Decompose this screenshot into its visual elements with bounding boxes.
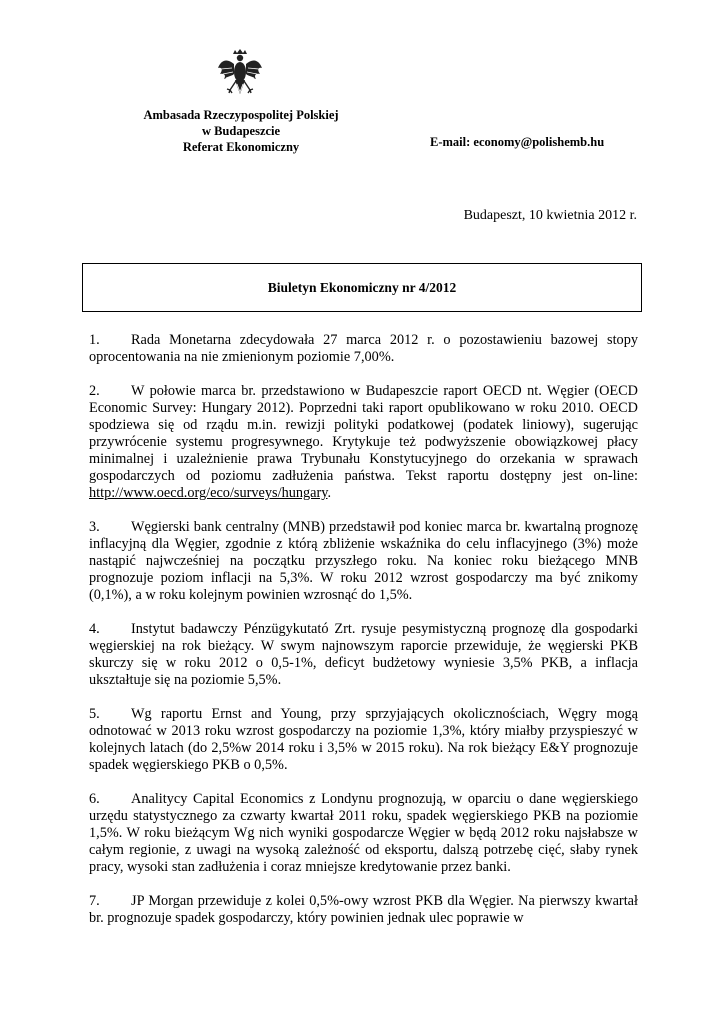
paragraph-number: 6. (89, 791, 100, 807)
bulletin-title-box (82, 263, 642, 312)
paragraph-text: Instytut badawczy Pénzügykutató Zrt. rysuje pesymistyczną prognozę dla gospodarki węgierskiej na rok bieżący. W swym najnowszym raporcie przewiduje, że węgierski PKB skurczy się w roku 2012 o 0,5-1%, deficyt budżetowy wyniesie 3,5% PKB, a inflacja ukształtuje się na poziomie 5,5%. (89, 621, 638, 688)
paragraph-number: 1. (89, 332, 100, 348)
paragraph-number: 3. (89, 519, 100, 535)
paragraph (89, 519, 638, 604)
embassy-department: Referat Ekonomiczny (182, 140, 300, 154)
oecd-report-link[interactable]: http://www.oecd.org/eco/surveys/hungary (89, 485, 328, 501)
paragraph-number: 4. (89, 621, 100, 637)
bulletin-title: Biuletyn Ekonomiczny nr 4/2012 (267, 279, 457, 295)
paragraph-text: JP Morgan przewiduje z kolei 0,5%-owy wzrost PKB dla Węgier. Na pierwszy kwartał br. prognozuje spadek gospodarczy, który powinien jednak ulec poprawie w (89, 893, 638, 926)
paragraph-text: W połowie marca br. przedstawiono w Budapeszcie raport OECD nt. Węgier (OECD Economic Survey: Hungary 2012). Poprzedni taki raport opublikowano w roku 2010. OECD spodziewa się od rządu m.in. rewizji polityki podatkowej (podatek liniowy), sugerując przywrócenie systemu progresywnego. Krytykuje też podwyższenie obowiązkowej płacy minimalnej i uzależnienie prawa Trybunału Konstytucyjnego do orzekania w sprawach gospodarczych od poziomu zadłużenia państwa. Tekst raportu dostępny jest on-line: (89, 383, 638, 484)
paragraph-number: 2. (89, 383, 100, 399)
embassy-city: w Budapeszcie (201, 124, 281, 138)
paragraph (89, 791, 638, 876)
paragraph-number: 7. (89, 893, 100, 909)
paragraph (89, 332, 638, 366)
paragraph-number: 5. (89, 706, 100, 722)
paragraph (89, 383, 638, 502)
paragraph (89, 621, 638, 689)
paragraph (89, 893, 638, 927)
paragraph-text-end: . (327, 485, 332, 501)
polish-eagle-emblem-icon (217, 48, 263, 100)
embassy-name: Ambasada Rzeczypospolitej Polskiej (143, 108, 339, 122)
embassy-header (96, 107, 386, 155)
paragraph (89, 706, 638, 774)
paragraph-text: Analitycy Capital Economics z Londynu prognozują, w oparciu o dane węgierskiego urzędu statystycznego za czwarty kwartał 2011 roku, spadek węgierskiego PKB na poziomie 1,5%. W roku bieżącym Wg nich wyniki gospodarcze Węgier w będą 2012 roku najsłabsze w całym regionie, z uwagi na wysoką zależność od eksportu, dalszą potrzebę cięć, słaby rynek pracy, wysoki stan zadłużenia i coraz mniejsze kredytowanie przez banki. (89, 791, 638, 875)
document-date: Budapeszt, 10 kwietnia 2012 r. (463, 208, 637, 223)
bulletin-body (89, 332, 638, 944)
contact-email: E-mail: economy@polishemb.hu (430, 135, 605, 149)
paragraph-text: Wg raportu Ernst and Young, przy sprzyjających okolicznościach, Węgry mogą odnotować w 2013 roku wzrost gospodarczy na poziomie 1,3%, który miałby przyspieszyć w kolejnych latach (do 2,5%w 2014 roku i 3,5% w 2015 roku). Na rok bieżący E&Y prognozuje spadek węgierskiego PKB o 0,5%. (89, 706, 638, 773)
paragraph-text: Rada Monetarna zdecydowała 27 marca 2012 r. o pozostawieniu bazowej stopy oprocentowania na nie zmienionym poziomie 7,00%. (89, 332, 638, 365)
paragraph-text: Węgierski bank centralny (MNB) przedstawił pod koniec marca br. kwartalną prognozę inflacyjną dla Węgier, zgodnie z którą zbliżenie wskaźnika do celu inflacyjnego (3%) może nastąpić najwcześniej na początku przyszłego roku. Na koniec roku bieżącego MNB prognozuje poziom inflacji na 5,3%. W roku 2012 wzrost gospodarczy ma być znikomy (0,1%), a w roku kolejnym powinien wzrosnąć do 1,5%. (89, 519, 638, 603)
